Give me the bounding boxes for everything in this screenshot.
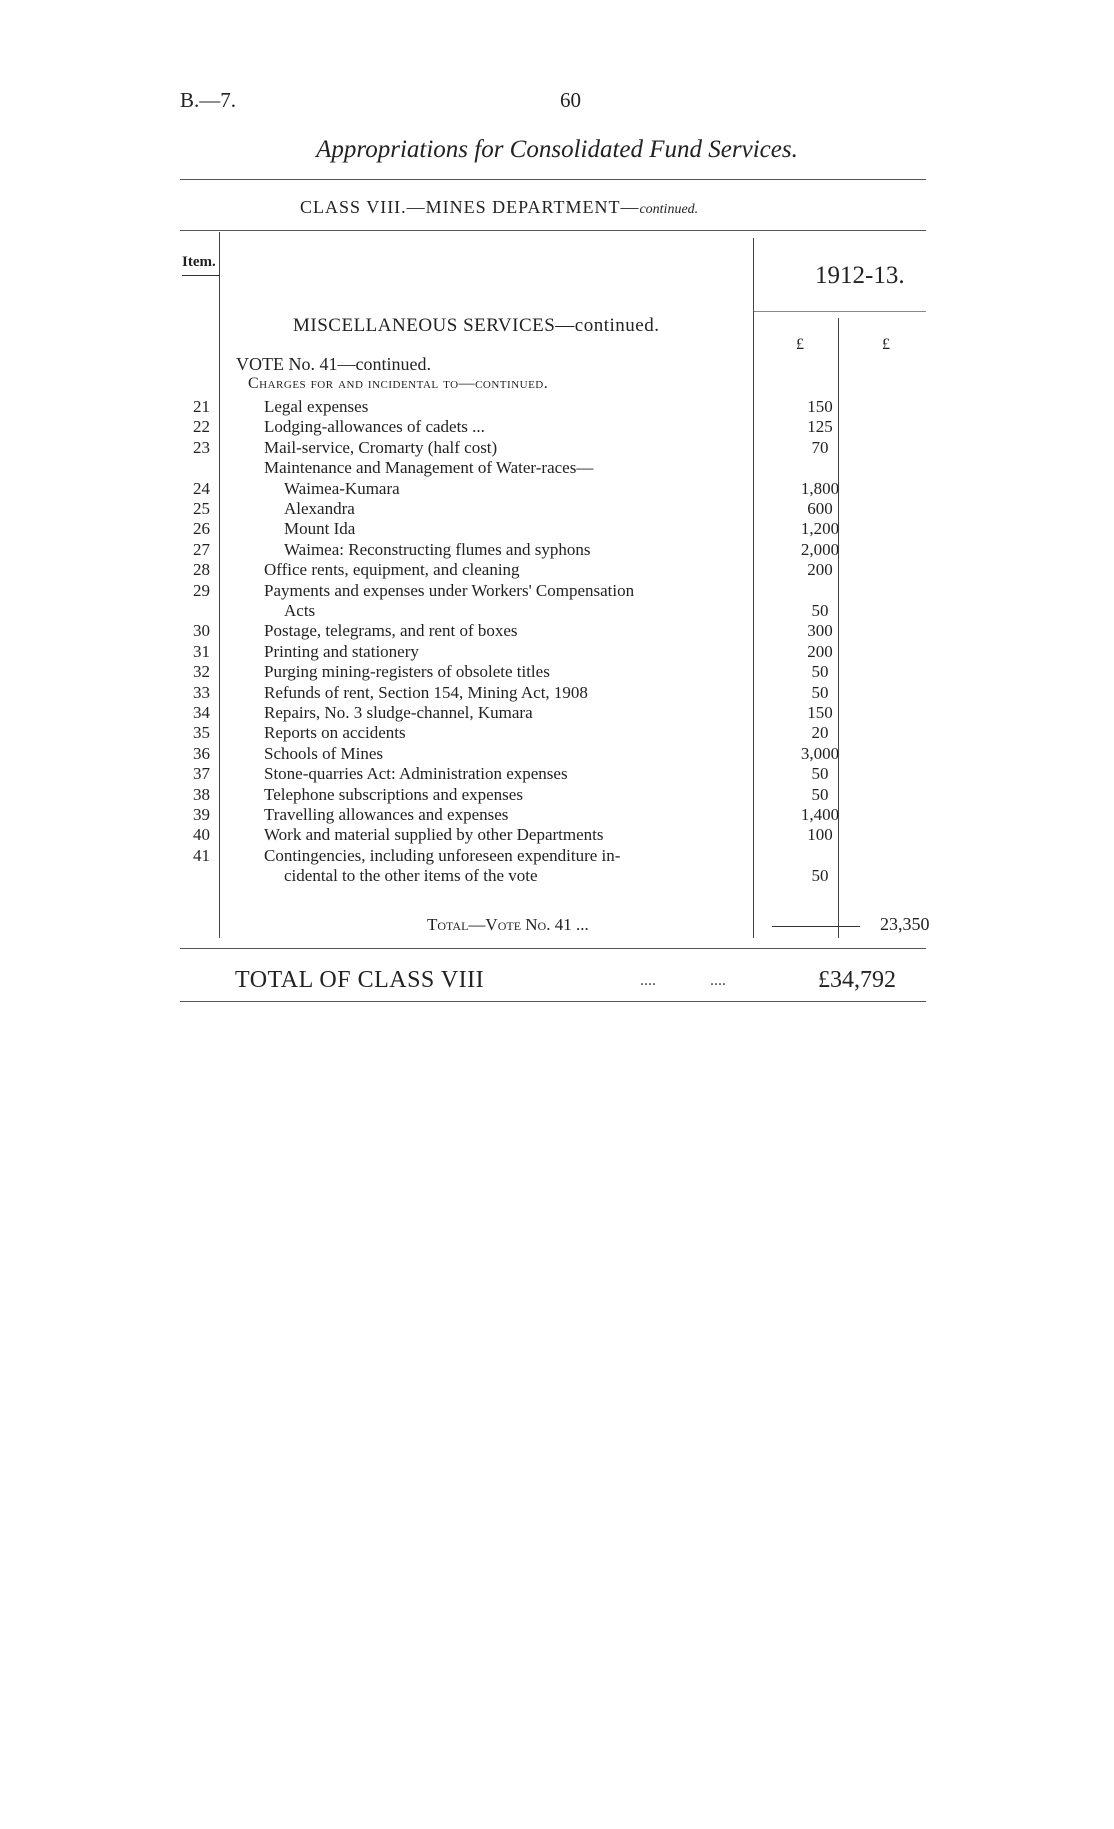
page-title: Appropriations for Consolidated Fund Services. bbox=[316, 136, 798, 163]
item-amount: 300 bbox=[807, 621, 833, 641]
table-top-rule bbox=[180, 230, 926, 231]
item-amount: 50 bbox=[811, 662, 829, 682]
item-number: 31 bbox=[193, 641, 210, 661]
item-description: Waimea: Reconstructing flumes and syphons bbox=[284, 539, 591, 559]
item-description: Waimea-Kumara bbox=[284, 478, 400, 498]
item-amount: 20 bbox=[811, 723, 829, 743]
table-row bbox=[0, 662, 1114, 682]
item-number: 27 bbox=[193, 539, 210, 559]
item-amount: 600 bbox=[807, 499, 833, 518]
table-row bbox=[0, 417, 1114, 437]
table-row bbox=[0, 397, 1114, 417]
item-amount: 200 bbox=[807, 641, 833, 661]
class-heading-main: CLASS VIII.—MINES DEPARTMENT— bbox=[300, 197, 640, 217]
table-row bbox=[0, 621, 1114, 641]
table-row bbox=[0, 785, 1114, 805]
item-description: cidental to the other items of the vote bbox=[284, 866, 538, 886]
item-number: 36 bbox=[193, 743, 210, 763]
table-row bbox=[0, 560, 1114, 580]
table-row bbox=[0, 519, 1114, 539]
item-number: 29 bbox=[193, 580, 210, 600]
section-title: MISCELLANEOUS SERVICES—continued. bbox=[293, 315, 660, 336]
item-number: 30 bbox=[193, 621, 210, 641]
item-amount: 100 bbox=[807, 825, 833, 845]
item-amount: 200 bbox=[807, 560, 833, 580]
item-header: Item. bbox=[182, 254, 216, 270]
table-row bbox=[0, 846, 1114, 866]
table-row bbox=[0, 805, 1114, 825]
table-row bbox=[0, 825, 1114, 845]
item-number: 32 bbox=[193, 662, 210, 682]
item-description: Stone-quarries Act: Administration expenses bbox=[264, 764, 568, 784]
item-amount: 1,400 bbox=[800, 805, 840, 824]
item-header-underline bbox=[182, 275, 220, 276]
item-description: Mount Ida bbox=[284, 519, 356, 539]
table-row bbox=[0, 438, 1114, 458]
item-amount: 150 bbox=[807, 703, 833, 722]
table-row bbox=[0, 866, 1114, 886]
total-vote-amount: 23,350 bbox=[880, 914, 930, 934]
total-vote-label: Total—Vote No. 41 ... bbox=[427, 915, 589, 934]
item-amount: 50 bbox=[811, 784, 829, 804]
table-row bbox=[0, 581, 1114, 601]
grand-total-dots: .... .... bbox=[640, 972, 726, 989]
grand-total-bottom-rule bbox=[180, 1001, 926, 1002]
item-amount: 2,000 bbox=[800, 539, 840, 559]
item-description: Postage, telegrams, and rent of boxes bbox=[264, 621, 518, 641]
grand-total-label: TOTAL OF CLASS VIII bbox=[235, 967, 485, 993]
table-row bbox=[0, 479, 1114, 499]
item-amount: 1,800 bbox=[800, 478, 840, 498]
table-row bbox=[0, 540, 1114, 560]
item-number: 33 bbox=[193, 682, 210, 702]
fiscal-year: 1912-13. bbox=[815, 262, 905, 289]
item-description: Mail-service, Cromarty (half cost) bbox=[264, 437, 498, 457]
item-amount: 1,200 bbox=[800, 519, 840, 539]
pound-sign-right: £ bbox=[882, 336, 890, 353]
item-description: Schools of Mines bbox=[264, 743, 383, 763]
item-description: Lodging-allowances of cadets ... bbox=[264, 417, 485, 437]
grand-total-top-rule bbox=[180, 948, 926, 949]
item-number: 22 bbox=[193, 417, 210, 437]
item-number: 21 bbox=[193, 397, 210, 416]
year-underline bbox=[754, 311, 926, 312]
item-description: Repairs, No. 3 sludge-channel, Kumara bbox=[264, 703, 533, 722]
item-amount: 50 bbox=[811, 866, 829, 886]
item-amount: 50 bbox=[811, 601, 829, 620]
table-row bbox=[0, 499, 1114, 519]
item-number: 23 bbox=[193, 437, 210, 457]
item-amount: 125 bbox=[807, 417, 833, 437]
item-amount: 3,000 bbox=[800, 743, 840, 763]
item-description: Travelling allowances and expenses bbox=[264, 805, 509, 824]
item-number: 28 bbox=[193, 560, 210, 580]
table-row bbox=[0, 744, 1114, 764]
table-row bbox=[0, 642, 1114, 662]
item-number: 40 bbox=[193, 825, 210, 845]
item-number: 39 bbox=[193, 805, 210, 824]
item-amount: 70 bbox=[811, 437, 829, 457]
item-number: 26 bbox=[193, 519, 210, 539]
item-description: Acts bbox=[284, 601, 316, 620]
table-row bbox=[0, 601, 1114, 621]
item-description: Maintenance and Management of Water-races— bbox=[264, 458, 594, 478]
item-amount: 50 bbox=[811, 682, 829, 702]
item-description: Legal expenses bbox=[264, 397, 369, 416]
title-rule bbox=[180, 179, 926, 180]
item-description: Office rents, equipment, and cleaning bbox=[264, 560, 520, 580]
item-amount: 50 bbox=[811, 764, 829, 784]
item-description: Payments and expenses under Workers' Compensation bbox=[264, 580, 635, 600]
item-number: 35 bbox=[193, 723, 210, 743]
vote-heading: VOTE No. 41—continued. bbox=[236, 354, 431, 374]
pound-sign-left: £ bbox=[796, 336, 804, 353]
item-description: Purging mining-registers of obsolete titles bbox=[264, 662, 550, 682]
table-row bbox=[0, 723, 1114, 743]
item-number: 34 bbox=[193, 703, 210, 722]
item-description: Telephone subscriptions and expenses bbox=[264, 784, 523, 804]
table-row bbox=[0, 683, 1114, 703]
charges-heading: Charges for and incidental to—continued. bbox=[248, 375, 549, 392]
item-number: 24 bbox=[193, 478, 210, 498]
item-description: Contingencies, including unforeseen expenditure in- bbox=[264, 845, 621, 865]
item-description: Alexandra bbox=[284, 499, 355, 518]
page-number: 60 bbox=[560, 88, 581, 112]
item-description: Work and material supplied by other Departments bbox=[264, 825, 604, 845]
item-amount: 150 bbox=[807, 397, 833, 416]
item-number: 25 bbox=[193, 499, 210, 518]
item-number: 41 bbox=[193, 845, 210, 865]
item-description: Printing and stationery bbox=[264, 641, 419, 661]
total-dash bbox=[772, 926, 860, 927]
document-code: B.—7. bbox=[180, 88, 237, 112]
item-description: Refunds of rent, Section 154, Mining Act, 1908 bbox=[264, 682, 588, 702]
table-row bbox=[0, 458, 1114, 478]
item-number: 37 bbox=[193, 764, 210, 784]
table-row bbox=[0, 764, 1114, 784]
item-number: 38 bbox=[193, 784, 210, 804]
grand-total-amount: £34,792 bbox=[818, 967, 896, 993]
class-heading bbox=[300, 197, 698, 218]
class-heading-suffix: continued. bbox=[639, 202, 699, 217]
item-description: Reports on accidents bbox=[264, 723, 406, 743]
table-row bbox=[0, 703, 1114, 723]
